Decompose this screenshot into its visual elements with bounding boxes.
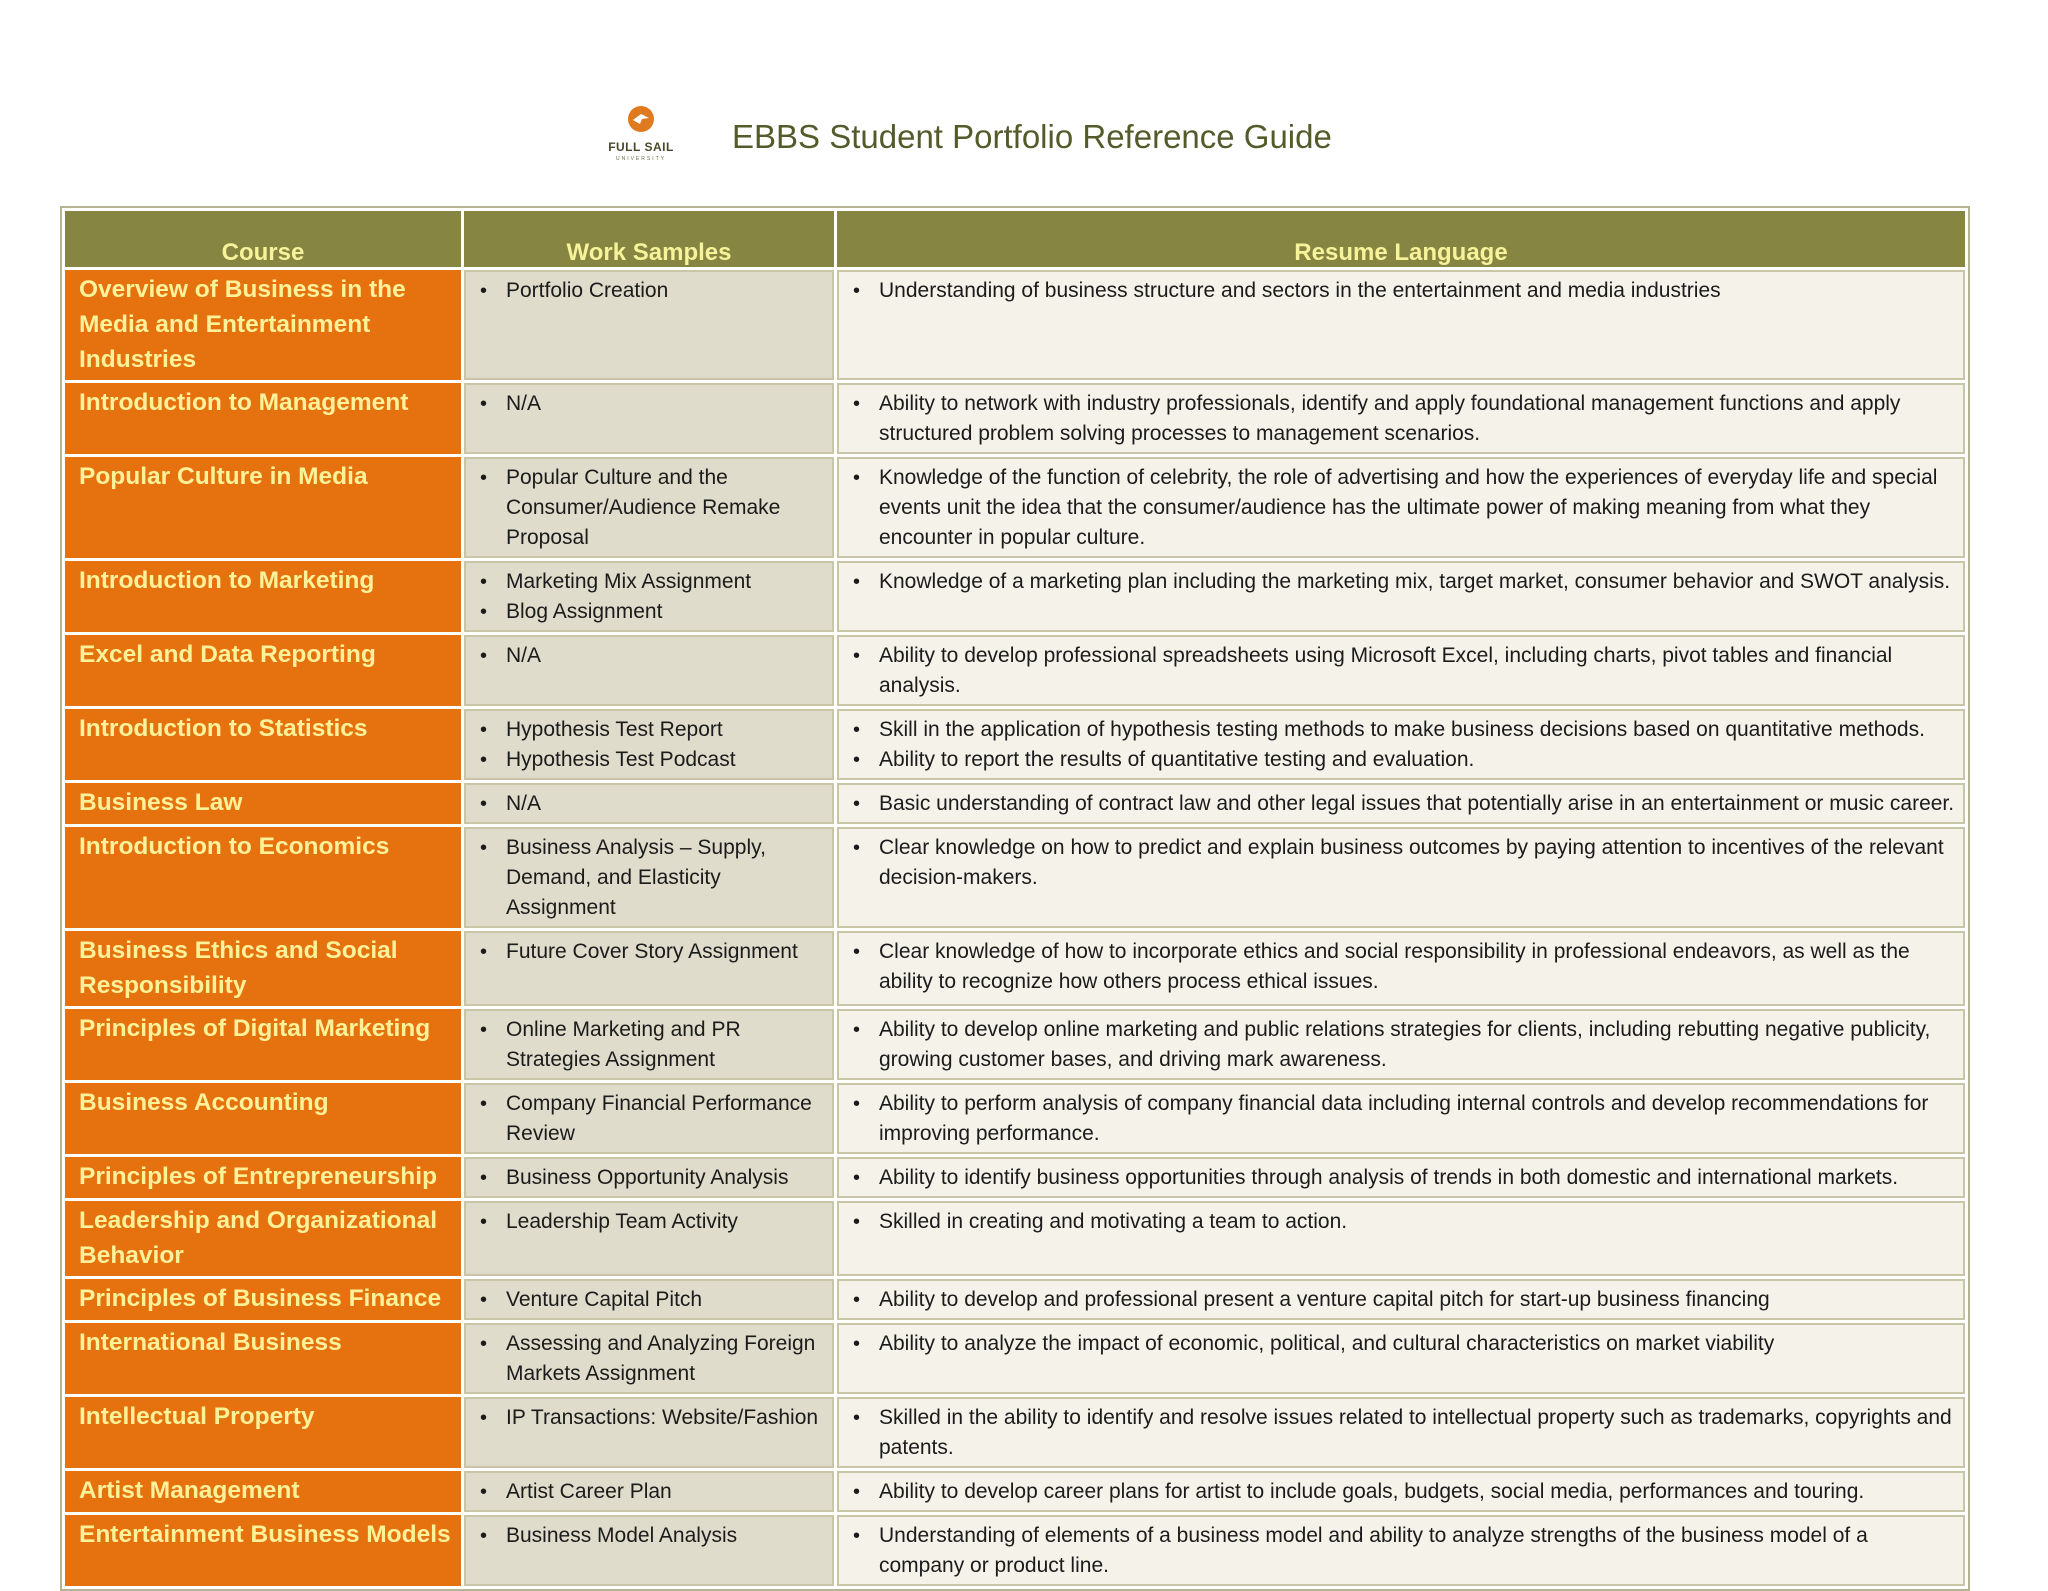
work-samples-list: [474, 389, 824, 419]
resume-language-cell: [837, 1515, 1965, 1586]
resume-language-list: [847, 789, 1955, 819]
course-name: Intellectual Property: [65, 1397, 461, 1468]
work-samples-cell: [464, 931, 834, 1006]
resume-language-list: [847, 567, 1955, 597]
resume-language-list: [847, 1521, 1955, 1581]
course-name: Business Ethics and Social Responsibility: [65, 931, 461, 1006]
work-sample-item: • IP Transactions: Website/Fashion: [474, 1403, 824, 1433]
work-sample-item: • N/A: [474, 789, 824, 819]
table-row: [65, 931, 1965, 1006]
resume-language-item: • Ability to perform analysis of company financial data including internal controls and develop recommendations for improving performance.: [847, 1089, 1955, 1149]
table-row: [65, 1471, 1965, 1512]
column-header-work-samples: Work Samples: [464, 211, 834, 267]
course-name: Introduction to Statistics: [65, 709, 461, 780]
resume-language-item: • Understanding of business structure and sectors in the entertainment and media industries: [847, 276, 1955, 306]
work-samples-cell: [464, 270, 834, 380]
resume-language-cell: [837, 1201, 1965, 1276]
table-row: [65, 1397, 1965, 1468]
work-samples-cell: [464, 635, 834, 706]
work-samples-list: [474, 715, 824, 775]
work-samples-cell: [464, 783, 834, 824]
resume-language-cell: [837, 1323, 1965, 1394]
course-name: Business Accounting: [65, 1083, 461, 1154]
resume-language-cell: [837, 270, 1965, 380]
resume-language-list: [847, 937, 1955, 997]
work-samples-list: [474, 567, 824, 627]
work-sample-item: • Hypothesis Test Report: [474, 715, 824, 745]
table-row: [65, 1201, 1965, 1276]
resume-language-item: • Ability to identify business opportunities through analysis of trends in both domestic and international markets.: [847, 1163, 1955, 1193]
course-name: Introduction to Management: [65, 383, 461, 454]
resume-language-item: • Knowledge of a marketing plan including the marketing mix, target market, consumer behavior and SWOT analysis.: [847, 567, 1955, 597]
work-sample-item: • Portfolio Creation: [474, 276, 824, 306]
resume-language-item: • Skill in the application of hypothesis testing methods to make business decisions based on quantitative methods.: [847, 715, 1955, 745]
table-header-row: [65, 211, 1965, 267]
resume-language-cell: [837, 709, 1965, 780]
work-sample-item: • Marketing Mix Assignment: [474, 567, 824, 597]
course-name: International Business: [65, 1323, 461, 1394]
course-name: Artist Management: [65, 1471, 461, 1512]
work-sample-item: • Business Model Analysis: [474, 1521, 824, 1551]
work-samples-list: [474, 1089, 824, 1149]
resume-language-cell: [837, 1397, 1965, 1468]
resume-language-list: [847, 1207, 1955, 1237]
work-sample-item: • Business Analysis – Supply, Demand, and Elasticity Assignment: [474, 833, 824, 923]
work-samples-cell: [464, 1323, 834, 1394]
resume-language-list: [847, 715, 1955, 775]
sail-icon: [628, 106, 654, 132]
resume-language-cell: [837, 1471, 1965, 1512]
table-row: [65, 783, 1965, 824]
resume-language-item: • Skilled in creating and motivating a team to action.: [847, 1207, 1955, 1237]
work-samples-cell: [464, 709, 834, 780]
work-samples-list: [474, 1163, 824, 1193]
resume-language-cell: [837, 635, 1965, 706]
table-row: [65, 1083, 1965, 1154]
resume-language-item: • Ability to report the results of quantitative testing and evaluation.: [847, 745, 1955, 775]
work-sample-item: • Future Cover Story Assignment: [474, 937, 824, 967]
resume-language-item: • Skilled in the ability to identify and resolve issues related to intellectual property such as trademarks, copyrights and patents.: [847, 1403, 1955, 1463]
work-sample-item: • Hypothesis Test Podcast: [474, 745, 824, 775]
work-samples-cell: [464, 1397, 834, 1468]
course-name: Principles of Digital Marketing: [65, 1009, 461, 1080]
logo-wordmark: FULL SAIL: [608, 140, 674, 154]
work-sample-item: • Blog Assignment: [474, 597, 824, 627]
work-samples-list: [474, 1477, 824, 1507]
resume-language-list: [847, 1163, 1955, 1193]
work-samples-cell: [464, 1201, 834, 1276]
resume-language-list: [847, 641, 1955, 701]
table-row: [65, 270, 1965, 380]
work-sample-item: • Leadership Team Activity: [474, 1207, 824, 1237]
table-row: [65, 1515, 1965, 1586]
work-samples-list: [474, 1015, 824, 1075]
course-name: Entertainment Business Models: [65, 1515, 461, 1586]
resume-language-item: • Ability to network with industry professionals, identify and apply foundational management functions and apply structured problem solving processes to management scenarios.: [847, 389, 1955, 449]
table-row: [65, 1279, 1965, 1320]
resume-language-item: • Ability to develop professional spreadsheets using Microsoft Excel, including charts, pivot tables and financial analysis.: [847, 641, 1955, 701]
resume-language-cell: [837, 561, 1965, 632]
work-samples-list: [474, 1403, 824, 1433]
work-samples-cell: [464, 457, 834, 558]
table-row: [65, 1009, 1965, 1080]
work-sample-item: • Company Financial Performance Review: [474, 1089, 824, 1149]
resume-language-item: • Clear knowledge on how to predict and explain business outcomes by paying attention to incentives of the relevant decision-makers.: [847, 833, 1955, 893]
portfolio-table: [60, 206, 1970, 1591]
work-sample-item: • Business Opportunity Analysis: [474, 1163, 824, 1193]
table-row: [65, 709, 1965, 780]
resume-language-list: [847, 1285, 1955, 1315]
work-samples-list: [474, 641, 824, 671]
resume-language-list: [847, 276, 1955, 306]
resume-language-item: • Ability to analyze the impact of economic, political, and cultural characteristics on market viability: [847, 1329, 1955, 1359]
course-name: Introduction to Marketing: [65, 561, 461, 632]
work-sample-item: • Venture Capital Pitch: [474, 1285, 824, 1315]
course-name: Principles of Business Finance: [65, 1279, 461, 1320]
resume-language-cell: [837, 827, 1965, 928]
page-header: [0, 100, 2048, 180]
resume-language-list: [847, 463, 1955, 553]
table-row: [65, 827, 1965, 928]
work-samples-cell: [464, 1083, 834, 1154]
work-samples-cell: [464, 383, 834, 454]
work-samples-cell: [464, 561, 834, 632]
resume-language-item: • Basic understanding of contract law and other legal issues that potentially arise in an entertainment or music career.: [847, 789, 1955, 819]
work-samples-cell: [464, 1471, 834, 1512]
table-row: [65, 635, 1965, 706]
course-name: Overview of Business in the Media and Entertainment Industries: [65, 270, 461, 380]
work-samples-list: [474, 1329, 824, 1389]
work-sample-item: • N/A: [474, 389, 824, 419]
resume-language-cell: [837, 931, 1965, 1006]
table-row: [65, 457, 1965, 558]
resume-language-item: • Ability to develop online marketing and public relations strategies for clients, including rebutting negative publicity, growing customer bases, and driving mark awareness.: [847, 1015, 1955, 1075]
work-sample-item: • Assessing and Analyzing Foreign Markets Assignment: [474, 1329, 824, 1389]
work-sample-item: • Online Marketing and PR Strategies Assignment: [474, 1015, 824, 1075]
work-samples-cell: [464, 1279, 834, 1320]
page-title: EBBS Student Portfolio Reference Guide: [732, 118, 1332, 155]
work-samples-cell: [464, 1009, 834, 1080]
resume-language-item: • Knowledge of the function of celebrity, the role of advertising and how the experiences of everyday life and special events unit the idea that the consumer/audience has the ultimate power of making meaning from what they encounter in popular culture.: [847, 463, 1955, 553]
full-sail-logo: [600, 106, 682, 166]
resume-language-list: [847, 833, 1955, 893]
resume-language-list: [847, 1329, 1955, 1359]
resume-language-item: • Understanding of elements of a business model and ability to analyze strengths of the business model of a company or product line.: [847, 1521, 1955, 1581]
work-sample-item: • Popular Culture and the Consumer/Audience Remake Proposal: [474, 463, 824, 553]
table-row: [65, 1323, 1965, 1394]
work-samples-list: [474, 276, 824, 306]
column-header-course: Course: [65, 211, 461, 267]
work-samples-cell: [464, 1157, 834, 1198]
work-samples-list: [474, 463, 824, 553]
resume-language-cell: [837, 1009, 1965, 1080]
table-row: [65, 383, 1965, 454]
course-name: Popular Culture in Media: [65, 457, 461, 558]
course-name: Business Law: [65, 783, 461, 824]
resume-language-cell: [837, 1279, 1965, 1320]
table-body: [65, 270, 1965, 1586]
work-sample-item: • Artist Career Plan: [474, 1477, 824, 1507]
resume-language-cell: [837, 1083, 1965, 1154]
column-header-resume-language: Resume Language: [837, 211, 1965, 267]
table-row: [65, 1157, 1965, 1198]
resume-language-item: • Ability to develop career plans for artist to include goals, budgets, social media, performances and touring.: [847, 1477, 1955, 1507]
course-name: Introduction to Economics: [65, 827, 461, 928]
resume-language-cell: [837, 457, 1965, 558]
table-row: [65, 561, 1965, 632]
resume-language-list: [847, 1403, 1955, 1463]
work-samples-cell: [464, 1515, 834, 1586]
resume-language-cell: [837, 383, 1965, 454]
resume-language-list: [847, 1089, 1955, 1149]
work-samples-list: [474, 937, 824, 967]
work-samples-list: [474, 789, 824, 819]
course-name: Leadership and Organizational Behavior: [65, 1201, 461, 1276]
work-sample-item: • N/A: [474, 641, 824, 671]
resume-language-list: [847, 389, 1955, 449]
work-samples-list: [474, 833, 824, 923]
course-name: Principles of Entrepreneurship: [65, 1157, 461, 1198]
logo-subtext: UNIVERSITY: [615, 156, 666, 162]
work-samples-list: [474, 1285, 824, 1315]
work-samples-list: [474, 1207, 824, 1237]
resume-language-item: • Ability to develop and professional present a venture capital pitch for start-up business financing: [847, 1285, 1955, 1315]
work-samples-cell: [464, 827, 834, 928]
resume-language-list: [847, 1015, 1955, 1075]
resume-language-cell: [837, 1157, 1965, 1198]
resume-language-list: [847, 1477, 1955, 1507]
work-samples-list: [474, 1521, 824, 1551]
resume-language-item: • Clear knowledge of how to incorporate ethics and social responsibility in professional endeavors, as well as the ability to recognize how others process ethical issues.: [847, 937, 1955, 997]
course-name: Excel and Data Reporting: [65, 635, 461, 706]
resume-language-cell: [837, 783, 1965, 824]
